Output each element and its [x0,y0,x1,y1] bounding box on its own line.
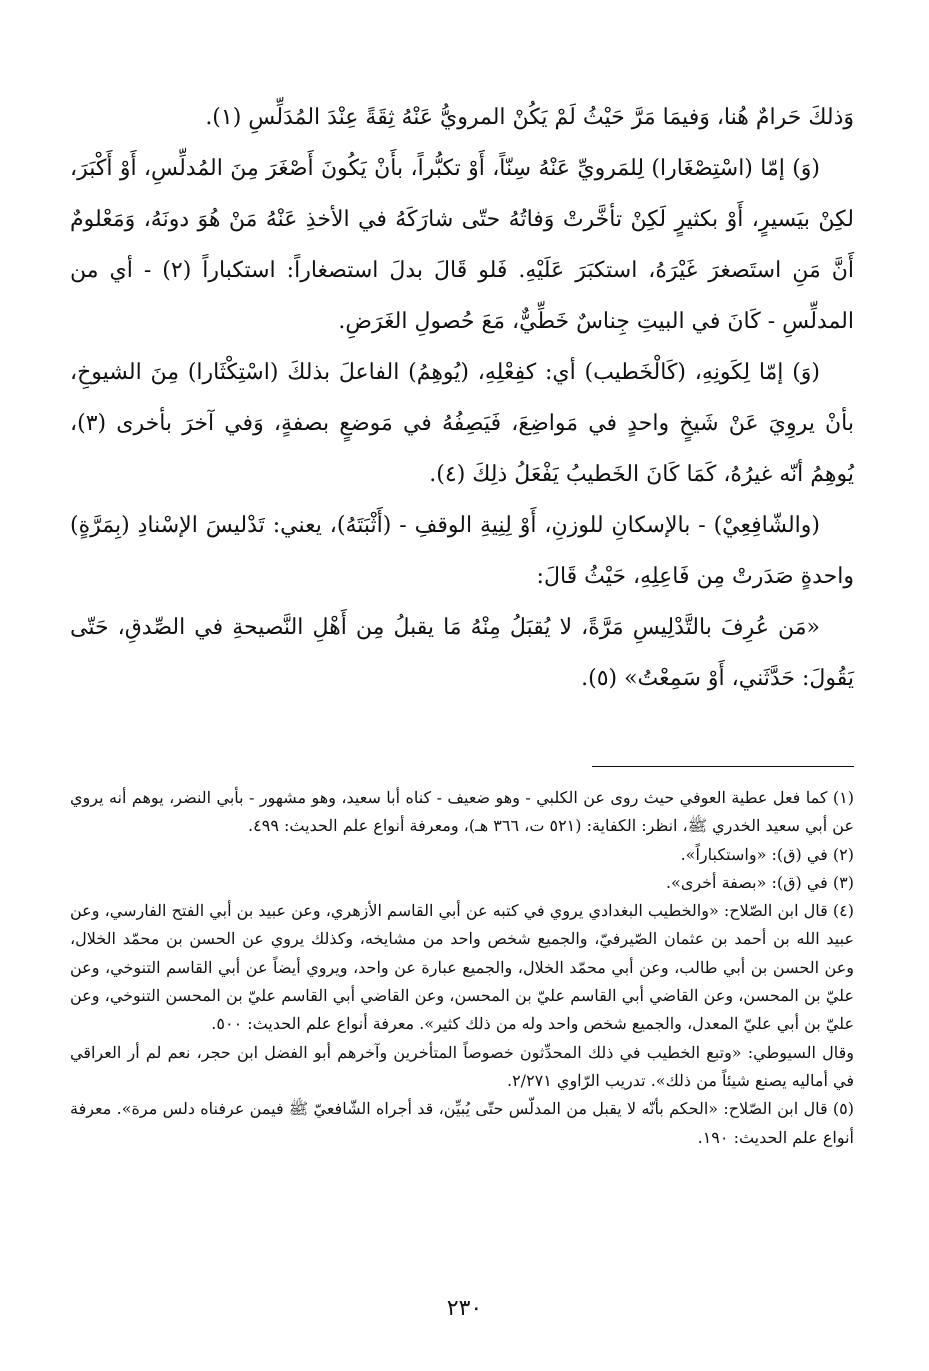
footnotes [70,784,854,1152]
main-paragraph-4: (والشّافِعِيْ) - بالإسكانِ للوزنِ، أَوْ لِنِيةِ الوقفِ - (أَثْبَتَهُ)، يعني: تَدْليسَ الإسْنادِ (بِمَرَّةٍ) واحدةٍ صَدَرتْ مِن فَاعِلِهِ، حَيْثُ قَالَ: [70,513,854,589]
page-number: ٢٣٠ [446,1296,483,1321]
main-text-body [70,92,854,704]
main-paragraph-2: (وَ) إمّا (اسْتِصْغَارا) لِلمَرويِّ عَنْهُ سِنّاً، أَوْ تكبُّراً، بأَنْ يَكُونَ أَصْغَرَ مِنَ المُدلِّسِ، أَوْ أَكْبَرَ، لكِنْ بيَسيرٍ، أَوْ بكثيرٍ لَكِنْ تأخَّرتْ وَفاتُهُ حتّى شارَكَهُ في الأخذِ عَنْهُ مَنْ هُوَ دونَهُ، وَمَعْلومٌ أَنَّ مَنِ استَصغرَ غَيْرَهُ، استكبَرَ عَلَيْهِ. فَلو قَالَ بدلَ استصغاراً: استكباراً (٢) - أي من المدلِّسِ - كَانَ في البيتِ جِناسٌ خَطِّيٌّ، مَعَ حُصولِ الغَرَضِ. [70,156,855,334]
main-paragraph-1: وَذلكَ حَرامٌ هُنا، وَفيمَا مَرَّ حَيْثُ لَمْ يَكُنْ المرويُّ عَنْهُ ثِقَةً عِنْدَ المُدَلِّسِ (١). [205,105,854,130]
footnote-2: (٢) في (ق): «واستكباراً». [680,844,854,864]
footnote-4-continued: وقال السيوطي: «وتبع الخطيب في ذلك المحدِّثون خصوصاً المتأخرين وآخرهم أبو الفضل ابن حجر، نعم لم أر العراقي في أماليه يصنع شيئاً من ذلك». تدريب الرّاوي ٢/٢٧١. [70,1042,854,1090]
footnote-separator [592,766,854,767]
footnote-5: (٥) قال ابن الصّلاح: «الحكم بأنّه لا يقبل من المدلّس حتّى يُبيِّن، قد أجراه الشّافعيّ ﷺ فيمن عرفناه دلس مرة». معرفة أنواع علم الحديث: ١٩٠. [70,1099,855,1147]
footnote-4: (٤) قال ابن الصّلاح: «والخطيب البغدادي يروي في كتبه عن أبي القاسم الأزهري، وعن عبيد بن أبي الفتح الفارسي، وعن عبيد الله بن أحمد بن عثمان الصّيرفيّ، والجميع شخص واحد من مشايخه، وكذلك يروي عن الحسن بن محمّد الخلال، وعن الحسن بن أبي طالب، وعن أبي محمّد الخلال، والجميع عبارة عن واحد، ويروي أيضاً عن أبي القاسم التنوخي، وعن عليّ بن المحسن، وعن القاضي أبي القاسم عليّ بن المحسن، وعن القاضي أبي القاسم عليّ بن المحسن التنوخي، وعن عليّ بن أبي عليّ المعدل، والجميع شخص واحد وله من ذلك كثير». معرفة أنواع علم الحديث: ٥٠٠. [70,901,854,1034]
footnote-3: (٣) في (ق): «بصفة أخرى». [665,872,854,892]
main-paragraph-5-quote: «مَن عُرِفَ بالتَّدْلِيسِ مَرَّةً، لا يُقبَلُ مِنْهُ مَا يقبلُ مِن أَهْلِ النَّصيحةِ في الصِّدقِ، حَتّى يَقُولَ: حَدَّثَني، أَوْ سَمِعْتُ» (٥). [70,615,854,691]
main-paragraph-3: (وَ) إمّا لِكَونِهِ، (كَالْخَطيب) أي: كفِعْلِهِ، (يُوهِمُ) الفاعلَ بذلكَ (اسْتِكْثَارا) مِنَ الشيوخِ، بأنْ يروِيَ عَنْ شَيخٍ واحدٍ في مَواضِعَ، فَيَصِفُهُ في مَوضعٍ بصفةٍ، وَفي آخرَ بأخرى (٣)، يُوهِمُ أنّه غيرُهُ، كَمَا كَانَ الخَطيبُ يَفْعَلُ ذلِكَ (٤). [70,360,854,487]
footnote-1: (١) كما فعل عطية العوفي حيث روى عن الكلبي - وهو ضعيف - كناه أبا سعيد، وهو مشهور - بأبي النضر، يوهم أنه يروي عن أبي سعيد الخدري ﷺ، انظر: الكفاية: (٥٢١ ت، ٣٦٦ هـ)، ومعرفة أنواع علم الحديث: ٤٩٩. [70,788,854,836]
